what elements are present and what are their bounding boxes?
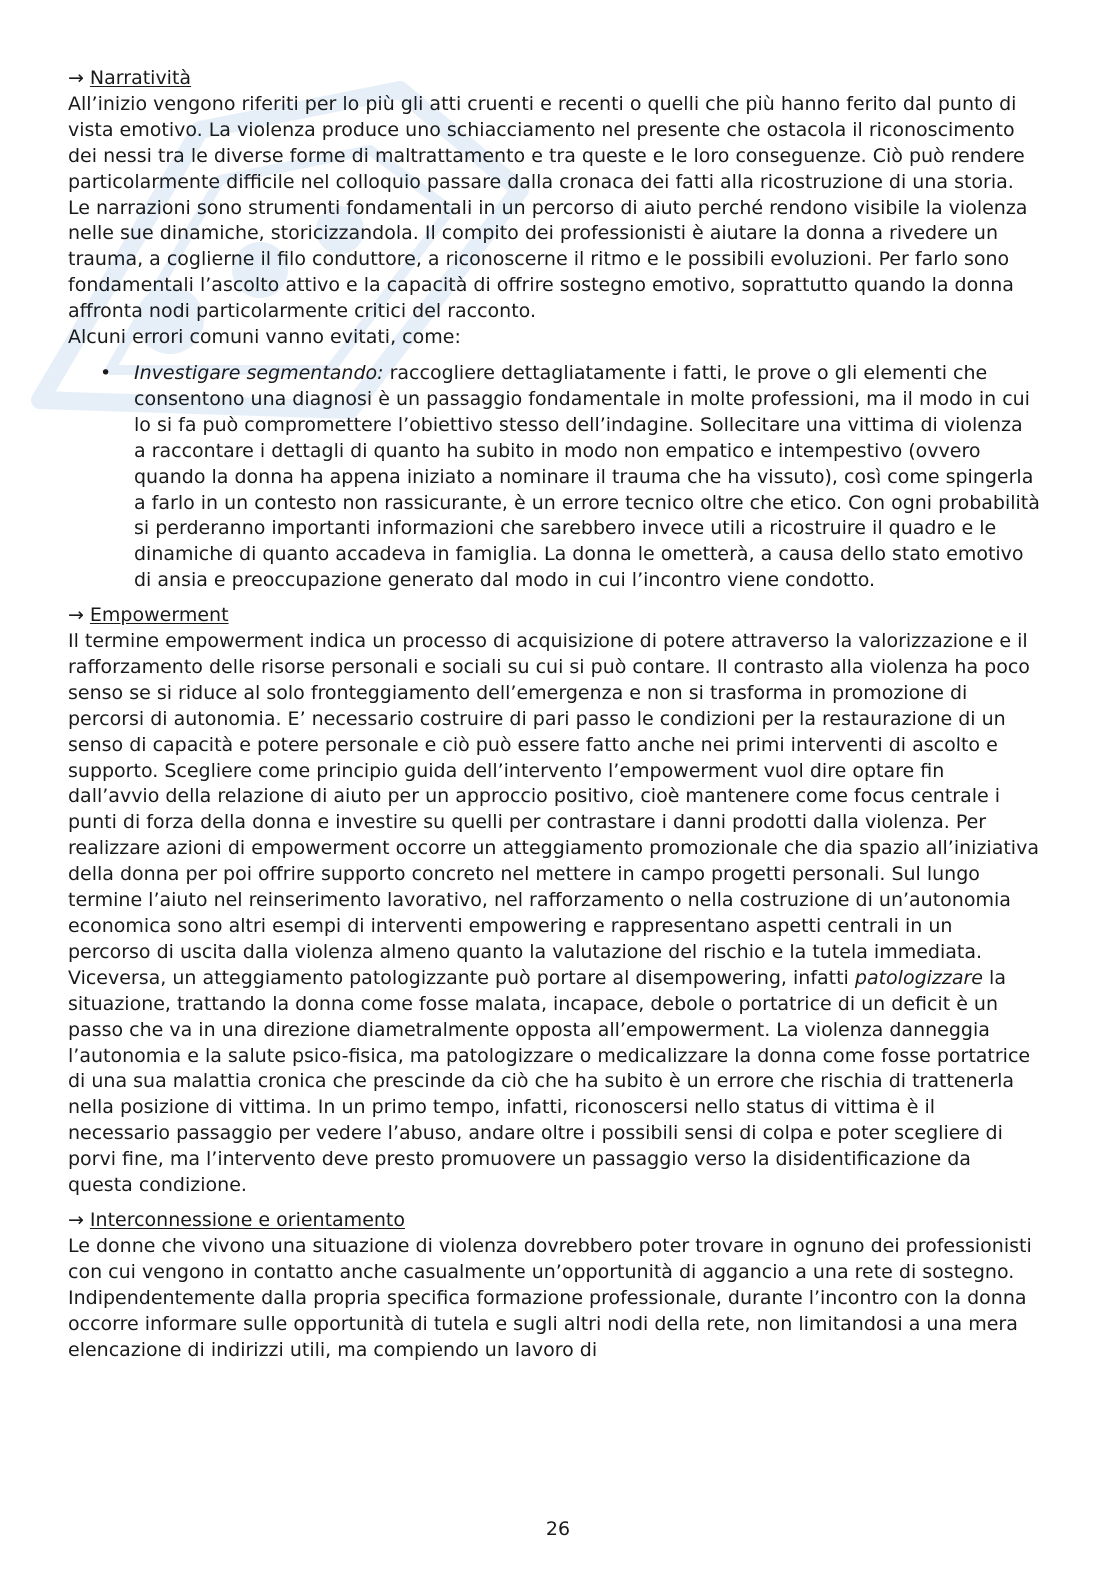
page-number: 26 <box>545 1518 571 1540</box>
section-title: Empowerment <box>89 604 229 627</box>
section-heading-interconnessione <box>68 1208 1040 1234</box>
paragraph-text: la situazione, trattando la donna come fosse malata, incapace, debole o portatrice di un deficit è un passo che va in una direzione diametralmente opposta all’empowerment. La violenza danneggia l’autonomia e la salute psico-fisica, ma patologizzare o medicalizzare la donna come fosse portatrice di una sua malattia cronica che prescinde da ciò che ha subito è un errore che rischia di trattenerla nella posizione di vittima. In un primo tempo, infatti, riconoscersi nello status di vittima è il necessario passaggio per vedere l’abuso, andare oltre i possibili sensi di colpa e poter scegliere di porvi fine, ma l’intervento deve presto promuovere un passaggio verso la disidentificazione da questa condizione. <box>68 966 1031 1197</box>
body-paragraph: Alcuni errori comuni vanno evitati, come: <box>68 326 461 349</box>
list-item <box>134 361 1040 594</box>
arrow-right-icon: → <box>68 1208 84 1231</box>
page-content <box>68 66 1040 1363</box>
section-heading-empowerment <box>68 603 1040 629</box>
arrow-right-icon: → <box>68 67 84 89</box>
section-title: Narratività <box>89 67 192 89</box>
section-title: Interconnessione e orientamento <box>89 1208 405 1231</box>
body-paragraph: Il termine empowerment indica un processo di acquisizione di potere attraverso la valorizzazione e il rafforzamento delle risorse personali e sociali su cui si può contare. Il contrasto alla violenza ha poco senso se si riduce al solo fronteggiamento dell’emergenza e non si trasforma in promozione di percorsi di autonomia. E’ necessario costruire di pari passo le condizioni per la restaurazione di un senso di capacità e potere personale e ciò può essere fatto anche nei primi interventi di ascolto e supporto. Scegliere come principio guida dell’intervento l’empowerment vuol dire optare fin dall’avvio della relazione di aiuto per un approccio positivo, cioè mantenere come focus centrale i punti di forza della donna e investire su quelli per contrastare i danni prodotti dalla violenza. Per realizzare azioni di empowerment occorre un atteggiamento promozionale che dia spazio all’iniziativa della donna per poi offrire supporto concreto nel mettere in campo progetti personali. Sul lungo termine l’aiuto nel reinserimento lavorativo, nel rafforzamento o nella costruzione di un’autonomia economica sono altri esempi di interventi empowering e rappresentano aspetti centrali in un percorso di uscita dalla violenza almeno quanto la valutazione del rischio e la tutela immediata. <box>68 630 1039 963</box>
body-paragraph: All’inizio vengono riferiti per lo più gli atti cruenti e recenti o quelli che più hanno ferito dal punto di vista emotivo. La violenza produce uno schiacciamento nel presente che ostacola il riconoscimento dei nessi tra le diverse forme di maltrattamento e tra queste e le loro conseguenze. Ciò può rendere particolarmente difficile nel colloquio passare dalla cronaca dei fatti alla ricostruzione di una storia. Le narrazioni sono strumenti fondamentali in un percorso di aiuto perché rendono visibile la violenza nelle sue dinamiche, storicizzandola. Il compito dei professionisti è aiutare la donna a rivedere un trauma, a coglierne il filo conduttore, a riconoscerne il ritmo e le possibili evoluzioni. Per farlo sono fondamentali l’ascolto attivo e la capacità di offrire sostegno emotivo, soprattutto quando la donna affronta nodi particolarmente critici del racconto. <box>68 92 1028 323</box>
section-heading-narrativita <box>68 66 1040 92</box>
body-paragraph <box>68 966 1040 1199</box>
paragraph-text: Viceversa, un atteggiamento patologizzante può portare al disempowering, infatti <box>68 966 855 989</box>
body-paragraph: Le donne che vivono una situazione di violenza dovrebbero poter trovare in ognuno dei professionisti con cui vengono in contatto anche casualmente un’opportunità di aggancio a una rete di sostegno. Indipendentemente dalla propria specifica formazione professionale, durante l’incontro con la donna occorre informare sulle opportunità di tutela e sugli altri nodi della rete, non limitandosi a una mera elencazione di indirizzi utili, ma compiendo un lavoro di <box>68 1234 1032 1361</box>
bullet-list <box>68 361 1040 594</box>
arrow-right-icon: → <box>68 604 84 627</box>
emphasized-term: patologizzare <box>854 966 984 989</box>
bullet-term: Investigare segmentando: <box>134 361 384 384</box>
bullet-text: raccogliere dettagliatamente i fatti, le prove o gli elementi che consentono una diagnosi è un passaggio fondamentale in molte professioni, ma il modo in cui lo si fa può compromettere l’obiettivo stesso dell’indagine. Sollecitare una vittima di violenza a raccontare i dettagli di quanto ha subito in modo non empatico e intempestivo (ovvero quando la donna ha appena iniziato a nominare il trauma che ha vissuto), così come spingerla a farlo in un contesto non rassicurante, è un errore tecnico oltre che etico. Con ogni probabilità si perderanno importanti informazioni che sarebbero invece utili a ricostruire il quadro e le dinamiche di quanto accadeva in famiglia. La donna le ometterà, a causa dello stato emotivo di ansia e preoccupazione generato dal modo in cui l’incontro viene condotto. <box>134 361 1040 592</box>
